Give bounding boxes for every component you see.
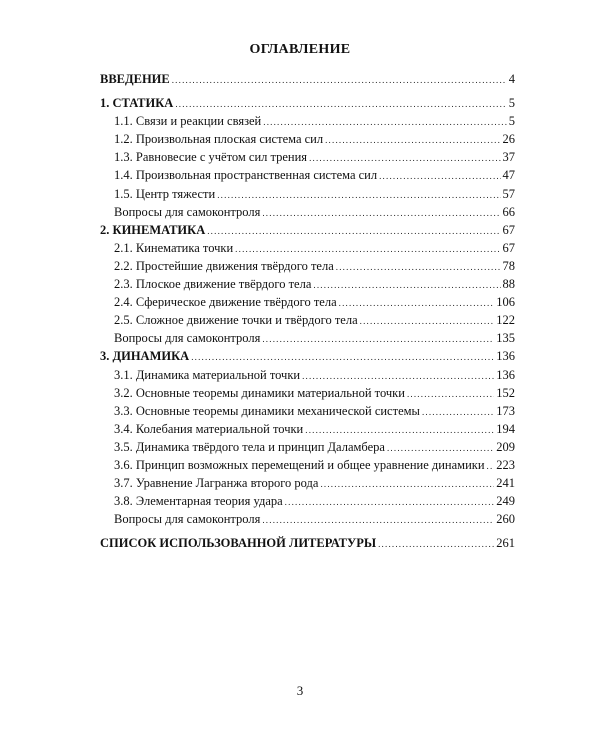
toc-entry-label: ВВЕДЕНИЕ [100, 72, 170, 86]
toc-entry-page: 66 [502, 204, 515, 219]
toc-entry-label: 3.3. Основные теоремы динамики механической системы [114, 403, 420, 418]
toc-entry-label: 2.4. Сферическое движение твёрдого тела [114, 295, 337, 310]
toc-entry-label: 1. СТАТИКА [100, 96, 174, 111]
toc-entry [100, 492, 515, 510]
dot-leader [325, 131, 500, 149]
toc-entry [100, 70, 515, 88]
toc-entry-page: 209 [496, 439, 515, 454]
toc-entry-page: 261 [496, 536, 515, 551]
toc-entry [100, 94, 515, 112]
toc-entry [100, 366, 515, 384]
toc-entry-page: 122 [496, 313, 515, 328]
toc-entry-label: 2.5. Сложное движение точки и твёрдого тела [114, 313, 358, 328]
toc-entry-label: 1.2. Произвольная плоская система сил [114, 132, 324, 147]
toc-entry-page: 260 [496, 512, 515, 527]
page-number: 3 [296, 683, 304, 698]
toc-entry-page: 5 [508, 114, 515, 129]
dot-leader [379, 167, 500, 185]
dot-leader [217, 186, 500, 204]
toc-entry [100, 221, 515, 239]
toc-entry [100, 510, 515, 528]
table-of-contents [100, 70, 515, 552]
toc-entry-page: 67 [502, 222, 515, 237]
dot-leader [336, 258, 501, 276]
dot-leader [262, 204, 500, 222]
toc-entry-label: 3.4. Колебания материальной точки [114, 421, 304, 436]
toc-entry-page: 5 [508, 96, 515, 111]
toc-entry-label: 1.5. Центр тяжести [114, 186, 216, 201]
toc-entry-label: Вопросы для самоконтроля [114, 204, 261, 219]
toc-entry-page: 88 [502, 277, 515, 292]
toc-entry-page: 4 [508, 72, 515, 86]
toc-entry-label: 3. ДИНАМИКА [100, 349, 190, 364]
toc-entry-page: 136 [496, 349, 515, 364]
dot-leader [172, 71, 507, 89]
toc-entry-label: 1.3. Равновесие с учётом сил трения [114, 150, 308, 165]
toc-entry [100, 275, 515, 293]
dot-leader [263, 113, 507, 131]
dot-leader [407, 385, 494, 403]
dot-leader [313, 276, 500, 294]
dot-leader [285, 493, 495, 511]
toc-entry-label: 3.1. Динамика материальной точки [114, 367, 301, 382]
toc-entry-page: 135 [496, 331, 515, 346]
toc-entry [100, 257, 515, 275]
toc-entry [100, 347, 515, 365]
dot-leader [262, 330, 494, 348]
toc-entry-label: 3.8. Элементарная теория удара [114, 494, 283, 509]
dot-leader [191, 348, 494, 366]
dot-leader [378, 535, 494, 553]
toc-entry [100, 203, 515, 221]
toc-entry-page: 37 [502, 150, 515, 165]
toc-entry-label: 2. КИНЕМАТИКА [100, 222, 206, 237]
toc-entry-page: 241 [496, 476, 515, 491]
toc-entry-page: 67 [502, 240, 515, 255]
toc-entry-label: 2.1. Кинематика точки [114, 240, 234, 255]
page-title: ОГЛАВЛЕНИЕ [249, 42, 351, 57]
toc-entry-page: 57 [502, 186, 515, 201]
toc-entry-page: 223 [496, 457, 515, 472]
dot-leader [207, 222, 500, 240]
toc-entry-label: 2.3. Плоское движение твёрдого тела [114, 277, 312, 292]
toc-entry [100, 130, 515, 148]
toc-entry-page: 47 [502, 168, 515, 183]
dot-leader [360, 312, 495, 330]
toc-entry-page: 78 [502, 258, 515, 273]
toc-entry [100, 148, 515, 166]
dot-leader [487, 457, 495, 475]
toc-entry [100, 402, 515, 420]
toc-entry-label: Вопросы для самоконтроля [114, 512, 261, 527]
toc-entry [100, 329, 515, 347]
dot-leader [309, 149, 500, 167]
dot-leader [305, 421, 494, 439]
toc-entry-label: 3.2. Основные теоремы динамики материальной точки [114, 385, 405, 400]
toc-entry-page: 194 [496, 421, 515, 436]
toc-entry [100, 239, 515, 257]
toc-entry-page: 173 [496, 403, 515, 418]
toc-entry-label: 2.2. Простейшие движения твёрдого тела [114, 258, 334, 273]
toc-entry-label: 3.6. Принцип возможных перемещений и общее уравнение динамики [114, 457, 485, 472]
toc-entry-label: 1.1. Связи и реакции связей [114, 114, 262, 129]
toc-entry-label: Вопросы для самоконтроля [114, 331, 261, 346]
toc-entry-page: 136 [496, 367, 515, 382]
toc-entry-page: 152 [496, 385, 515, 400]
toc-entry [100, 438, 515, 456]
toc-entry [100, 456, 515, 474]
toc-entry-label: 1.4. Произвольная пространственная система сил [114, 168, 378, 183]
toc-entry-page: 26 [502, 132, 515, 147]
toc-entry [100, 311, 515, 329]
dot-leader [235, 240, 500, 258]
toc-entry [100, 293, 515, 311]
toc-entry [100, 166, 515, 184]
toc-entry-label: 3.5. Динамика твёрдого тела и принцип Даламбера [114, 439, 385, 454]
toc-entry [100, 420, 515, 438]
dot-leader [262, 511, 494, 529]
dot-leader [339, 294, 495, 312]
toc-entry-page: 249 [496, 494, 515, 509]
toc-entry [100, 534, 515, 552]
toc-entry [100, 185, 515, 203]
toc-entry [100, 112, 515, 130]
dot-leader [422, 403, 494, 421]
dot-leader [387, 439, 494, 457]
toc-entry-label: 3.7. Уравнение Лагранжа второго рода [114, 476, 319, 491]
toc-entry [100, 384, 515, 402]
dot-leader [320, 475, 494, 493]
dot-leader [175, 95, 506, 113]
toc-entry-page: 106 [496, 295, 515, 310]
toc-entry [100, 474, 515, 492]
toc-entry-label: СПИСОК ИСПОЛЬЗОВАННОЙ ЛИТЕРАТУРЫ [100, 536, 377, 551]
dot-leader [302, 367, 494, 385]
